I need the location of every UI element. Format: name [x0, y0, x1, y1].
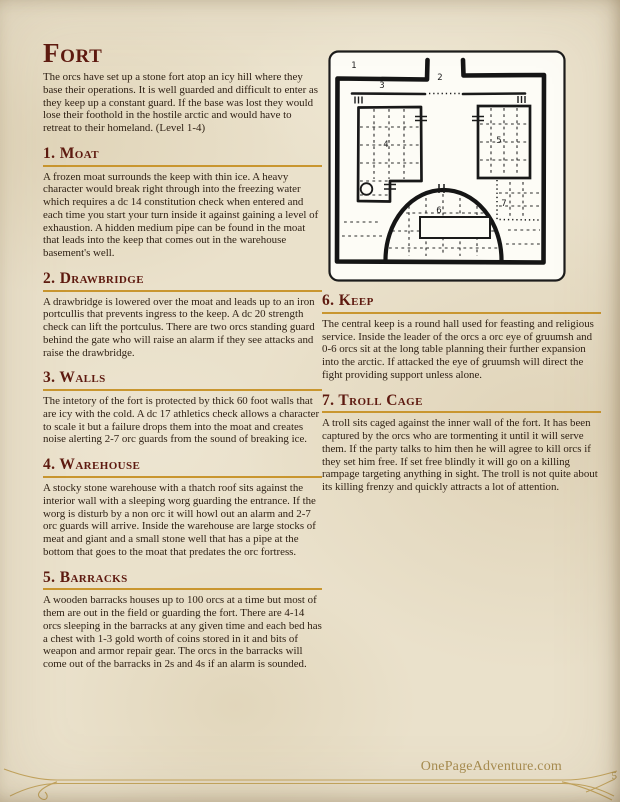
map-inner-wall-right — [463, 94, 525, 95]
section-body-barracks: A wooden barracks houses up to 100 orcs at a time but most of them are out in the field or guarding the fort. There are 4-14 orcs sleeping in the barracks at any given time and each bed has a chest with 1-3 gold worth of coins stored in it and bits of weapon and armor repair gear. The orcs in the barracks will come out of the barracks in 2s and 4s if an alarm is sounded. — [43, 594, 322, 671]
footer-flourish — [0, 768, 620, 802]
map-label-barracks: 5 — [496, 136, 502, 146]
map-inner-wall-left — [352, 94, 425, 95]
section-barracks — [43, 569, 322, 671]
map-label-walls: 3 — [379, 81, 385, 91]
section-heading-moat: 1. Moat — [43, 145, 322, 167]
page-title: Fort — [43, 38, 103, 68]
fort-map — [328, 50, 566, 282]
right-column — [322, 40, 601, 494]
map-well — [361, 183, 373, 195]
section-heading-warehouse: 4. Warehouse — [43, 456, 322, 478]
map-label-keep: 6 — [436, 206, 442, 216]
map-label-troll-cage: 7 — [501, 199, 507, 209]
section-drawbridge — [43, 270, 322, 360]
section-heading-keep: 6. Keep — [322, 292, 601, 314]
section-moat — [43, 145, 322, 260]
map-label-warehouse: 4 — [383, 140, 389, 150]
section-keep — [322, 292, 601, 382]
page-number: 5 — [611, 770, 617, 782]
section-body-troll-cage: A troll sits caged against the inner wall of the fort. It has been captured by the orcs who are tormenting it until it will serve them. If the party talks to him then he will agree to kill orcs if they set him free. If set free blindly it will go on a killing rampage targeting anything in sight. The troll is not quite about its killing frenzy and quickly attracts a lot of attention. — [322, 417, 598, 494]
map-keep-table — [420, 217, 490, 238]
section-body-warehouse: A stocky stone warehouse with a thatch roof sits against the interior wall with a sleeping worg guarding the entrance. If the worg is disturb by a non orc it will howl out an alarm and 2-7 orc guards will arrive. Inside the warehouse are large stocks of meat and giant and a small stone well that has a pipe at the bottom that goes to the moat that predates the orc fortress. — [43, 482, 316, 558]
section-warehouse — [43, 456, 322, 558]
map-label-moat: 1 — [351, 61, 357, 71]
fort-map-figure — [328, 50, 566, 282]
section-body-keep: The central keep is a round hall used for feasting and religious service. Inside the leader of the orcs a orc eye of gruumsh and 0-6 orcs sit at the long table planning their further expansion into the arctic. If attacked the eye of gruumsh will direct the fight providing support unless alone. — [322, 317, 594, 381]
intro-paragraph: The orcs have set up a stone fort atop an icy hill where they base their operations. It is well guarded and difficult to enter as they keep up a constant guard. If the base was lost they would lose their foothold in the hostile arctic and would have to retreat to their homeland. (Level 1-4) — [43, 71, 319, 134]
left-column — [43, 40, 322, 671]
section-body-walls: The intetory of the fort is protected by thick 60 foot walls that are icy with the cold. A dc 17 athletics check allows a character to scale it but a failure drops them into the moat and creates noise alerting 2-7 orc guards from the sound of breaking ice. — [43, 395, 320, 446]
section-body-moat: A frozen moat surrounds the keep with thin ice. A heavy character would break right through into the freezing water which requires a dc 14 constitution check when entered and each time you start your turn inside it against gaining a level of exhaustion. A hidden medium pipe can be found in the moat that leads into the keep that comes out in the warehouse basement's well. — [43, 170, 319, 260]
footer-site-text: OnePageAdventure.com — [420, 759, 562, 774]
section-troll-cage — [322, 392, 601, 494]
section-walls — [43, 369, 322, 446]
section-heading-troll-cage: 7. Troll Cage — [322, 392, 601, 414]
map-label-drawbridge: 2 — [437, 73, 443, 83]
section-body-drawbridge: A drawbridge is lowered over the moat and leads up to an iron portcullis that prevents ingress to the keep. A dc 20 strength check can lift the portculus. There are two orcs standing guard behind the gate who will raise an alarm if they see attacks and raise the drawbridge. — [43, 295, 315, 359]
section-heading-drawbridge: 2. Drawbridge — [43, 270, 322, 292]
section-heading-walls: 3. Walls — [43, 369, 322, 391]
section-heading-barracks: 5. Barracks — [43, 569, 322, 591]
